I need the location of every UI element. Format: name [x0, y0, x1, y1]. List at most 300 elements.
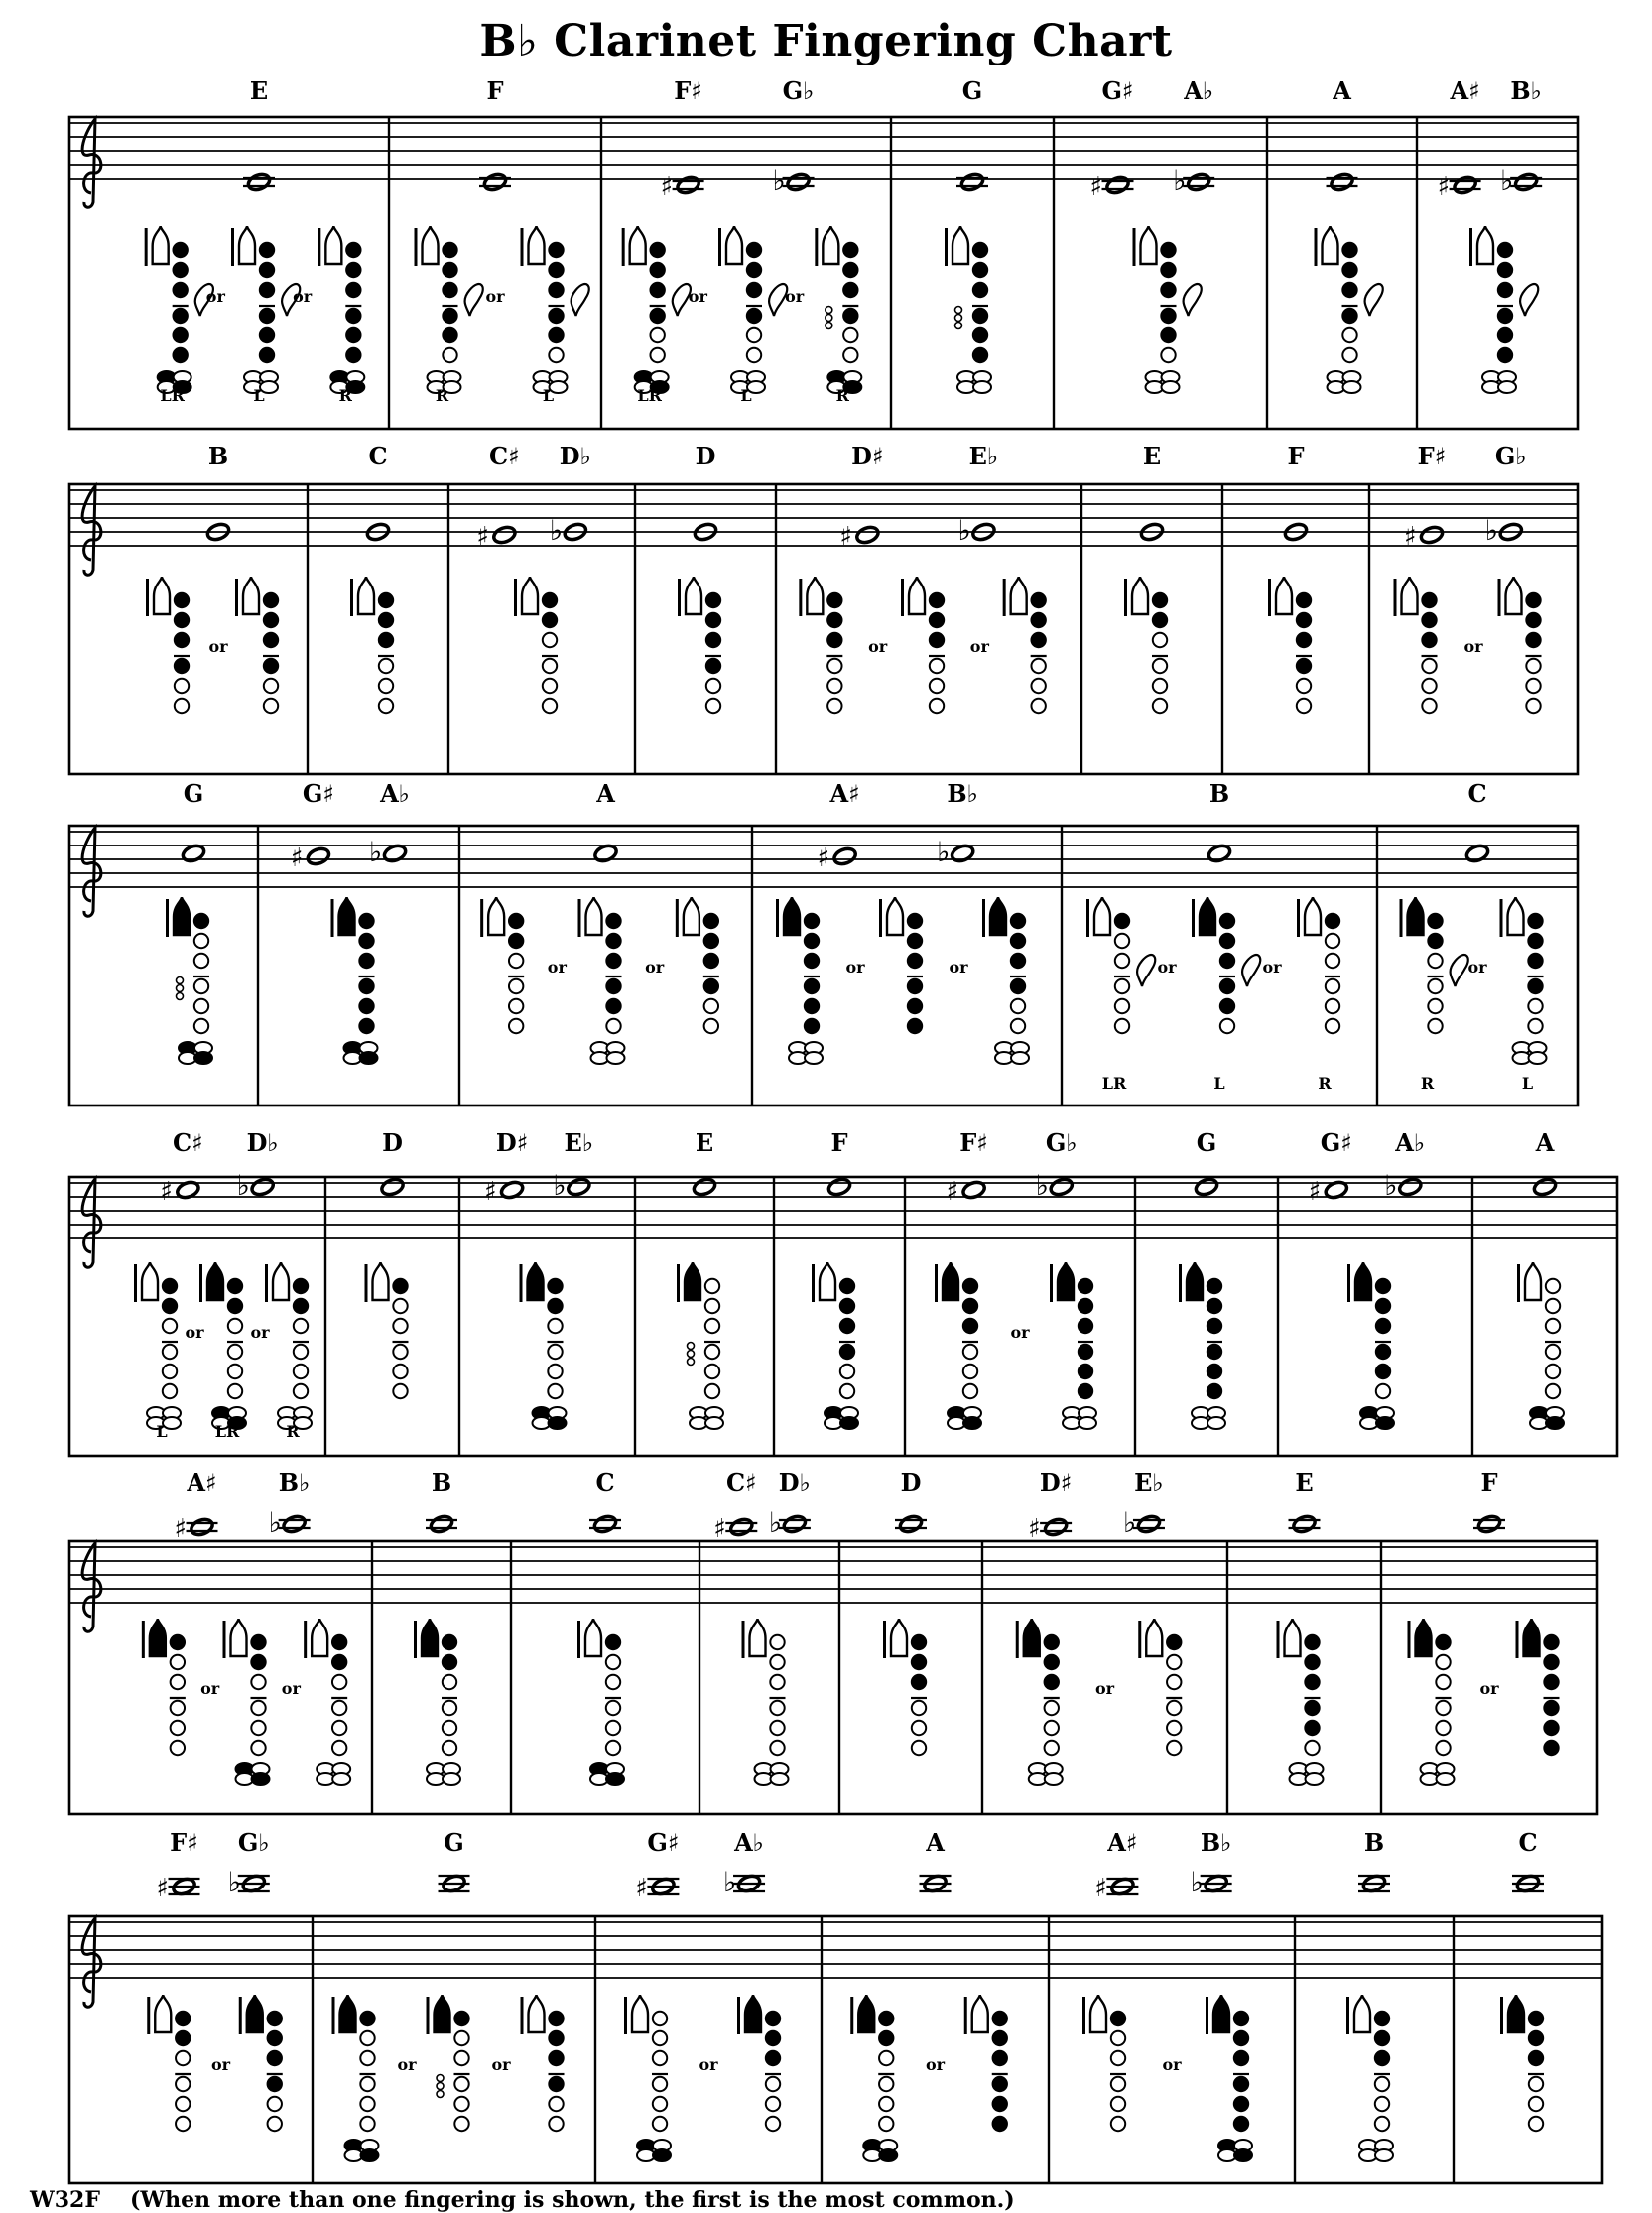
or-label: or [208, 637, 228, 656]
pinky-key-icon [1162, 381, 1180, 393]
open-hole-icon [509, 1019, 523, 1033]
open-hole-icon [770, 1721, 784, 1735]
closed-hole-icon [1375, 2012, 1389, 2025]
open-hole-icon [770, 1655, 784, 1669]
open-hole-icon [705, 1345, 719, 1359]
open-hole-icon [360, 2077, 374, 2091]
note-label: D♯ [1039, 1468, 1073, 1497]
open-hole-icon [251, 1701, 265, 1715]
staff-note [589, 1514, 621, 1535]
closed-hole-icon [1011, 954, 1025, 968]
thumb-hole-icon [1354, 1995, 1370, 2032]
or-label: or [688, 287, 707, 306]
open-hole-icon [379, 699, 393, 713]
thumb-bar-icon [142, 1621, 145, 1658]
open-hole-icon [706, 699, 720, 713]
open-hole-icon [843, 348, 857, 362]
fingering-diagram [146, 577, 190, 713]
thumb-bar-icon [1268, 579, 1271, 616]
open-hole-icon [294, 1319, 308, 1333]
pinky-key-icon [771, 1773, 789, 1785]
note-cell [1381, 1468, 1560, 1814]
thumb-hole-icon [586, 897, 602, 935]
closed-hole-icon [1011, 934, 1025, 948]
thumb-hole-icon [972, 1995, 988, 2032]
open-hole-icon [766, 2077, 780, 2091]
closed-hole-icon [1207, 1384, 1221, 1398]
closed-hole-icon [268, 2051, 282, 2065]
treble-clef-icon [82, 1918, 101, 2007]
note-head-icon [1049, 1177, 1074, 1198]
open-hole-icon [1167, 1655, 1181, 1669]
open-hole-icon [1326, 999, 1339, 1013]
closed-hole-icon [1422, 593, 1436, 607]
closed-hole-icon [805, 934, 819, 948]
open-hole-icon [228, 1384, 242, 1398]
staff-note [635, 1874, 679, 1903]
or-label: or [845, 958, 865, 976]
closed-hole-icon [1207, 1319, 1221, 1333]
treble-clef-icon [82, 1543, 101, 1631]
staff-note [175, 1514, 218, 1544]
closed-hole-icon [346, 243, 360, 257]
closed-hole-icon [706, 659, 720, 673]
note-cell [891, 76, 991, 429]
thumb-hole-icon [1408, 897, 1424, 935]
closed-hole-icon [908, 999, 922, 1013]
open-hole-icon [548, 1345, 562, 1359]
open-hole-icon [653, 2077, 667, 2091]
open-hole-icon [1529, 2117, 1543, 2131]
side-key-icon [465, 284, 483, 316]
side-key-icon [1520, 284, 1538, 316]
note-label: G [183, 779, 204, 808]
open-hole-icon [1375, 2117, 1389, 2131]
open-hole-icon [1326, 979, 1339, 993]
fingering-diagram [964, 1995, 1008, 2131]
staff-note [1194, 1177, 1218, 1198]
open-hole-icon [705, 1365, 719, 1378]
flat-icon: ♭ [1484, 514, 1499, 547]
open-hole-icon [1342, 328, 1356, 342]
closed-hole-icon [379, 633, 393, 647]
thumb-hole-icon [1524, 1619, 1540, 1656]
note-cell [448, 442, 591, 774]
trill-key-icon [177, 977, 184, 984]
open-hole-icon [1342, 348, 1356, 362]
note-label: A♯ [1107, 1828, 1138, 1857]
or-label: or [1094, 1679, 1115, 1698]
fingering-diagram [622, 226, 691, 393]
flat-icon: ♭ [1122, 1506, 1137, 1539]
open-hole-icon [1326, 954, 1339, 968]
flat-icon: ♭ [1173, 164, 1187, 196]
note-label: E [1142, 442, 1162, 470]
staff-note [269, 1506, 311, 1539]
thumb-hole-icon [1011, 577, 1027, 614]
closed-hole-icon [1297, 593, 1311, 607]
sharp-icon: ♯ [1089, 172, 1103, 201]
thumb-bar-icon [239, 1997, 242, 2034]
thumb-hole-icon [1323, 226, 1338, 264]
closed-hole-icon [840, 1345, 854, 1359]
open-hole-icon [194, 979, 208, 993]
closed-hole-icon [549, 2031, 563, 2045]
open-hole-icon [548, 1384, 562, 1398]
open-hole-icon [443, 1675, 456, 1689]
thumb-bar-icon [901, 579, 904, 616]
note-label: D♯ [495, 1128, 529, 1157]
staff-note [243, 172, 275, 193]
closed-hole-icon [606, 914, 620, 928]
open-hole-icon [1153, 659, 1167, 673]
closed-hole-icon [650, 283, 664, 297]
staff-note [895, 1514, 927, 1535]
fingering-row [69, 1128, 1617, 1456]
open-hole-icon [1529, 2097, 1543, 2111]
thumb-bar-icon [1516, 1621, 1519, 1658]
closed-hole-icon [264, 613, 278, 627]
open-hole-icon [879, 2051, 893, 2065]
sharp-icon: ♯ [946, 1177, 959, 1207]
closed-hole-icon [1422, 633, 1436, 647]
note-head-icon [1532, 1177, 1557, 1198]
pinky-key-icon [1376, 1417, 1394, 1429]
thumb-hole-icon [1200, 897, 1215, 935]
closed-hole-icon [840, 1279, 854, 1293]
pinky-key-icon [840, 1417, 858, 1429]
thumb-bar-icon [1086, 899, 1089, 937]
open-hole-icon [1153, 679, 1167, 693]
open-hole-icon [543, 699, 557, 713]
closed-hole-icon [509, 934, 523, 948]
open-hole-icon [827, 659, 841, 673]
flat-icon: ♭ [1384, 1169, 1398, 1202]
open-hole-icon [1428, 999, 1442, 1013]
pinky-key-icon [1011, 1052, 1029, 1064]
hand-label: R [1420, 1074, 1435, 1093]
thumb-bar-icon [1297, 899, 1300, 937]
closed-hole-icon [606, 1635, 620, 1649]
closed-hole-icon [704, 954, 718, 968]
open-hole-icon [912, 1741, 926, 1755]
closed-hole-icon [260, 309, 274, 323]
thumb-hole-icon [239, 226, 255, 264]
open-hole-icon [454, 2031, 468, 2045]
open-hole-icon [606, 1701, 620, 1715]
thumb-hole-icon [1506, 577, 1522, 614]
fingering-diagram [235, 577, 279, 713]
closed-hole-icon [973, 283, 987, 297]
staff-note [826, 1177, 851, 1198]
thumb-bar-icon [1469, 228, 1472, 266]
closed-hole-icon [930, 633, 944, 647]
closed-hole-icon [606, 934, 620, 948]
open-hole-icon [393, 1384, 407, 1398]
closed-hole-icon [268, 2031, 282, 2045]
thumb-bar-icon [521, 1997, 524, 2034]
closed-hole-icon [443, 243, 456, 257]
fingering-diagram [1400, 897, 1468, 1033]
fingering-diagram [982, 897, 1029, 1064]
closed-hole-icon [176, 2012, 190, 2025]
side-key-icon [1242, 955, 1260, 986]
fingering-diagram [1268, 577, 1312, 713]
closed-hole-icon [993, 2012, 1007, 2025]
thumb-bar-icon [265, 1264, 268, 1302]
pinky-key-icon [194, 1052, 212, 1064]
thumb-bar-icon [235, 579, 238, 616]
closed-hole-icon [1428, 934, 1442, 948]
thumb-hole-icon [632, 1995, 648, 2032]
note-label: D♭ [778, 1468, 811, 1497]
note-cell [1454, 1828, 1544, 2183]
thumb-hole-icon [247, 1995, 263, 2032]
closed-hole-icon [260, 328, 274, 342]
staff-note [1438, 172, 1481, 201]
fingering-diagram [414, 1619, 460, 1785]
pinky-key-icon [1437, 1773, 1455, 1785]
thumb-hole-icon [953, 226, 968, 264]
fingering-row [69, 1828, 1602, 2183]
open-hole-icon [548, 1365, 562, 1378]
open-hole-icon [228, 1345, 242, 1359]
fingering-diagram [1124, 577, 1168, 713]
closed-hole-icon [359, 934, 373, 948]
open-hole-icon [454, 2051, 468, 2065]
or-label: or [699, 2055, 718, 2074]
fingering-diagram [1516, 1619, 1560, 1755]
closed-hole-icon [1376, 1299, 1390, 1313]
closed-hole-icon [175, 659, 189, 673]
note-cell [776, 442, 1047, 774]
closed-hole-icon [747, 309, 761, 323]
thumb-bar-icon [1500, 899, 1503, 937]
open-hole-icon [1436, 1655, 1450, 1669]
or-label: or [547, 958, 567, 976]
open-hole-icon [1428, 979, 1442, 993]
closed-hole-icon [606, 954, 620, 968]
closed-hole-icon [1342, 309, 1356, 323]
sharp-icon: ♯ [839, 522, 852, 552]
thumb-bar-icon [223, 1621, 226, 1658]
note-label: C [1467, 779, 1487, 808]
note-cell [1054, 76, 1214, 429]
note-head-icon [786, 172, 811, 193]
note-cell [389, 76, 589, 429]
note-cell [146, 442, 279, 713]
thumb-bar-icon [1498, 579, 1501, 616]
hand-label: R [435, 386, 449, 405]
open-hole-icon [1153, 699, 1167, 713]
note-label: D♭ [246, 1128, 279, 1157]
pinky-key-icon [549, 1417, 567, 1429]
closed-hole-icon [1220, 979, 1234, 993]
fingering-diagram [883, 1619, 927, 1755]
closed-hole-icon [766, 2051, 780, 2065]
fingering-diagram [678, 577, 721, 713]
staff-note [157, 1874, 200, 1903]
closed-hole-icon [359, 1019, 373, 1033]
thumb-hole-icon [909, 577, 925, 614]
flat-icon: ♭ [553, 1169, 567, 1202]
closed-hole-icon [1305, 1655, 1319, 1669]
closed-hole-icon [1498, 283, 1512, 297]
thumb-bar-icon [1400, 899, 1403, 937]
open-hole-icon [930, 659, 944, 673]
closed-hole-icon [1161, 243, 1175, 257]
note-label: C♯ [173, 1128, 203, 1157]
pinky-key-icon [1343, 381, 1361, 393]
closed-hole-icon [1031, 633, 1045, 647]
hand-label: LR [637, 386, 662, 405]
staff-note [1327, 172, 1358, 193]
note-label: F♯ [674, 76, 702, 105]
closed-hole-icon [827, 633, 841, 647]
closed-hole-icon [606, 979, 620, 993]
closed-hole-icon [260, 348, 274, 362]
thumb-bar-icon [742, 1621, 745, 1658]
open-hole-icon [171, 1721, 185, 1735]
open-hole-icon [1045, 1721, 1059, 1735]
thumb-bar-icon [1192, 899, 1195, 937]
thumb-hole-icon [1402, 577, 1418, 614]
staff-note [426, 1514, 457, 1535]
pinky-key-icon [1375, 2149, 1393, 2161]
fingering-diagram [415, 226, 483, 393]
thumb-hole-icon [784, 897, 800, 935]
flat-icon: ♭ [268, 1506, 282, 1539]
open-hole-icon [294, 1384, 308, 1398]
pinky-key-icon [607, 1052, 625, 1064]
thumb-bar-icon [146, 579, 149, 616]
open-hole-icon [360, 2031, 374, 2045]
open-hole-icon [176, 2051, 190, 2065]
closed-hole-icon [346, 283, 360, 297]
closed-hole-icon [1326, 914, 1339, 928]
thumb-hole-icon [155, 1995, 171, 2032]
closed-hole-icon [1544, 1655, 1558, 1669]
open-hole-icon [171, 1741, 185, 1755]
flat-icon: ♭ [1500, 164, 1514, 196]
closed-hole-icon [650, 309, 664, 323]
note-label: A [926, 1828, 945, 1857]
open-hole-icon [1111, 2077, 1125, 2091]
fingering-diagram [134, 1262, 181, 1429]
fingering-diagram [1315, 226, 1383, 393]
open-hole-icon [332, 1675, 346, 1689]
closed-hole-icon [908, 934, 922, 948]
open-hole-icon [606, 1675, 620, 1689]
thumb-bar-icon [1133, 228, 1136, 266]
closed-hole-icon [1045, 1675, 1059, 1689]
note-head-icon [1194, 1177, 1218, 1198]
hand-label: LR [160, 386, 185, 405]
closed-hole-icon [747, 263, 761, 277]
closed-hole-icon [1207, 1345, 1221, 1359]
fingering-diagram [1347, 1262, 1394, 1429]
fingering-diagram [427, 1995, 470, 2131]
pinky-key-icon [963, 1417, 981, 1429]
open-hole-icon [653, 2012, 667, 2025]
open-hole-icon [294, 1345, 308, 1359]
closed-hole-icon [1544, 1635, 1558, 1649]
note-cell [459, 779, 719, 1106]
thumb-hole-icon [273, 1262, 289, 1300]
thumb-bar-icon [520, 1264, 523, 1302]
thumb-bar-icon [577, 1621, 580, 1658]
sharp-icon: ♯ [817, 844, 830, 873]
open-hole-icon [1111, 2117, 1125, 2131]
closed-hole-icon [843, 263, 857, 277]
fingering-row [69, 76, 1578, 429]
open-hole-icon [843, 328, 857, 342]
thumb-bar-icon [332, 1997, 335, 2034]
closed-hole-icon [1498, 328, 1512, 342]
thumb-hole-icon [807, 577, 823, 614]
fingering-diagram [624, 1995, 671, 2161]
pinky-key-icon [606, 1773, 624, 1785]
thumb-bar-icon [1016, 1621, 1019, 1658]
open-hole-icon [163, 1319, 177, 1333]
note-cell [134, 1128, 312, 1441]
closed-hole-icon [1161, 309, 1175, 323]
closed-hole-icon [973, 263, 987, 277]
note-label: E♭ [968, 442, 999, 470]
closed-hole-icon [963, 1319, 977, 1333]
or-label: or [293, 287, 313, 306]
closed-hole-icon [163, 1279, 177, 1293]
closed-hole-icon [908, 1019, 922, 1033]
thumb-bar-icon [815, 228, 818, 266]
open-hole-icon [509, 999, 523, 1013]
closed-hole-icon [1376, 1365, 1390, 1378]
open-hole-icon [1375, 2077, 1389, 2091]
open-hole-icon [653, 2117, 667, 2131]
closed-hole-icon [1528, 979, 1542, 993]
open-hole-icon [251, 1741, 265, 1755]
note-head-icon [380, 1177, 405, 1198]
open-hole-icon [454, 2077, 468, 2091]
open-hole-icon [1011, 999, 1025, 1013]
thumb-bar-icon [1082, 1997, 1085, 2034]
open-hole-icon [360, 2051, 374, 2065]
open-hole-icon [1326, 1019, 1339, 1033]
fingering-diagram [718, 226, 787, 393]
open-hole-icon [1167, 1741, 1181, 1755]
closed-hole-icon [840, 1299, 854, 1313]
open-hole-icon [1031, 699, 1045, 713]
thumb-hole-icon [686, 577, 701, 614]
note-label: G♯ [1320, 1128, 1352, 1157]
hand-label: L [156, 1422, 168, 1441]
or-label: or [949, 958, 968, 976]
fingering-diagram [737, 1995, 781, 2131]
thumb-bar-icon [964, 1997, 967, 2034]
thumb-hole-icon [1477, 226, 1493, 264]
staff-note [160, 1177, 200, 1207]
pinky-key-icon [705, 1417, 723, 1429]
staff-note [937, 836, 975, 868]
sharp-icon: ♯ [660, 172, 674, 201]
note-head-icon [826, 1177, 851, 1198]
closed-hole-icon [1305, 1635, 1319, 1649]
open-hole-icon [443, 1721, 456, 1735]
open-hole-icon [1115, 999, 1129, 1013]
closed-hole-icon [912, 1675, 926, 1689]
open-hole-icon [264, 679, 278, 693]
closed-hole-icon [1297, 659, 1311, 673]
